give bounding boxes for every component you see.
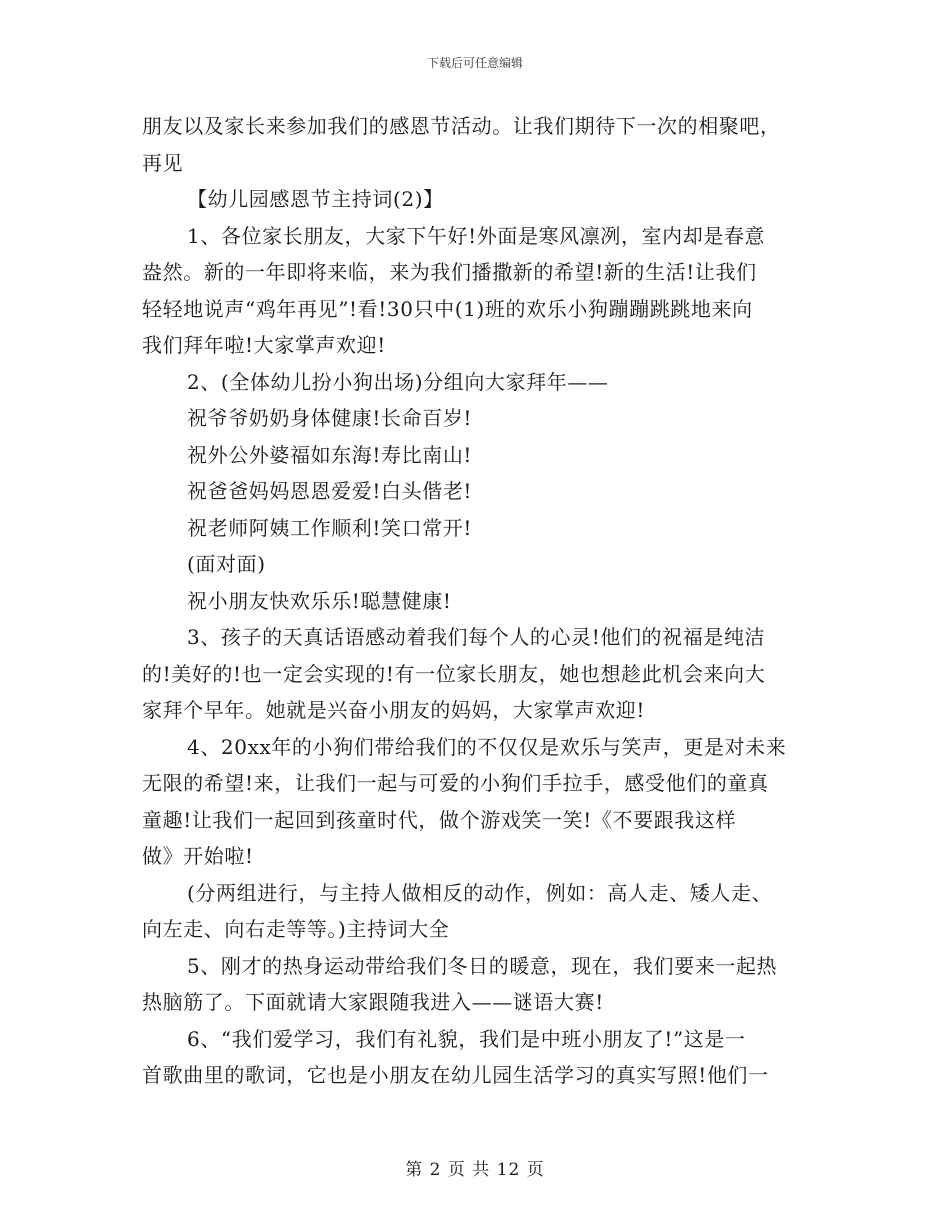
text-line: 5、刚才的热身运动带给我们冬日的暖意，现在，我们要来一起热: [187, 953, 778, 978]
text-line: 祝爸爸妈妈恩恩爱爱!白头偕老!: [187, 479, 473, 503]
text-line: 【幼儿园感恩节主持词(2)】: [187, 187, 444, 211]
text-line: 再见: [142, 150, 184, 175]
text-line: 做》开始啦!: [142, 844, 254, 868]
text-line: 童趣!让我们一起回到孩童时代，做个游戏笑一笑!《不要跟我这样: [142, 807, 737, 832]
text-line: 向左走、向右走等等。)主持词大全: [142, 917, 450, 941]
text-line: 6、“我们爱学习，我们有礼貌，我们是中班小朋友了!”这是一: [187, 1026, 746, 1051]
text-line: 祝爷爷奶奶身体健康!长命百岁!: [187, 406, 473, 430]
text-line: 热脑筋了。下面就请大家跟随我进入——谜语大赛!: [142, 990, 604, 1014]
text-line: 家拜个早年。她就是兴奋小朋友的妈妈，大家掌声欢迎!: [142, 698, 646, 722]
text-line: 朋友以及家长来参加我们的感恩节活动。让我们期待下一次的相聚吧，: [142, 114, 781, 138]
text-line: 3、孩子的天真话语感动着我们每个人的心灵!他们的祝福是纯洁: [187, 625, 766, 649]
text-line: 祝小朋友快欢乐乐!聪慧健康!: [187, 588, 452, 613]
text-line: 我们拜年啦!大家掌声欢迎!: [142, 333, 386, 357]
text-line: 祝外公外婆福如东海!寿比南山!: [187, 442, 473, 467]
page-number-footer: 第 2 页 共 12 页: [405, 1160, 545, 1180]
text-line: (面对面): [187, 552, 266, 576]
text-line: 4、20xx年的小狗们带给我们的不仅仅是欢乐与笑声，更是对未来: [187, 734, 787, 759]
text-line: 的!美好的!也一定会实现的!有一位家长朋友，她也想趁此机会来向大: [142, 661, 766, 686]
text-line: 1、各位家长朋友，大家下午好!外面是寒风凛冽，室内却是春意: [187, 223, 766, 248]
text-line: (分两组进行，与主持人做相反的动作，例如：高人走、矮人走、: [187, 880, 773, 905]
text-line: 2、(全体幼儿扮小狗出场)分组向大家拜年——: [187, 369, 609, 394]
header-note: 下载后可任意编辑: [426, 56, 523, 70]
text-line: 首歌曲里的歌词，它也是小朋友在幼儿园生活学习的真实写照!他们一: [142, 1063, 769, 1087]
document-body: [142, 108, 817, 1094]
text-line: 祝老师阿姨工作顺利!笑口常开!: [187, 515, 473, 540]
text-line: 轻轻地说声“鸡年再见”!看!30只中(1)班的欢乐小狗蹦蹦跳跳地来向: [142, 296, 753, 321]
text-line: 无限的希望!来，让我们一起与可爱的小狗们手拉手，感受他们的童真: [142, 771, 769, 795]
text-line: 盎然。新的一年即将来临，来为我们播撒新的希望!新的生活!让我们: [142, 260, 757, 284]
